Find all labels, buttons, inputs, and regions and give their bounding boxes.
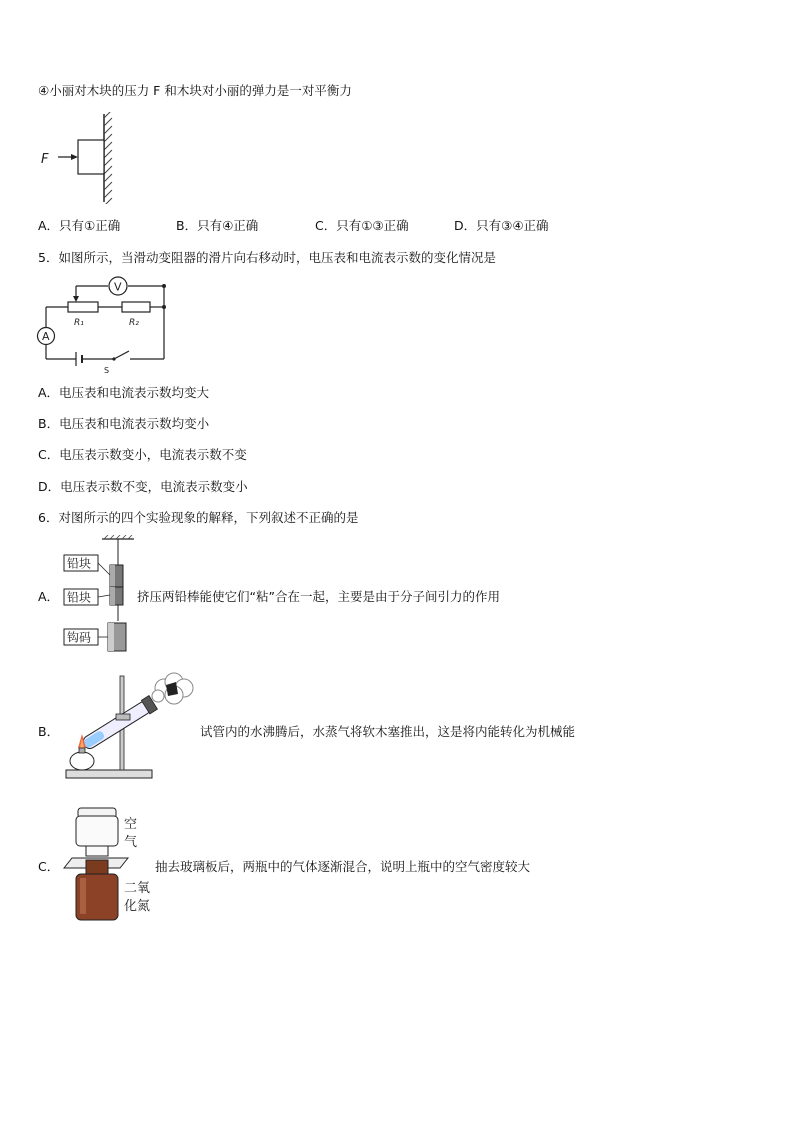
hook-weight-highlight bbox=[108, 623, 114, 651]
air-label-1: 空 bbox=[124, 817, 138, 832]
lamp-wick-holder bbox=[79, 748, 85, 753]
no2-label-2: 化氮 bbox=[124, 899, 151, 914]
q4-block-wall-figure bbox=[36, 112, 116, 204]
stand-base bbox=[66, 770, 152, 778]
q6-b-text: 试管内的水沸腾后，水蒸气将软木塞推出，这是将内能转化为机械能 bbox=[200, 724, 576, 739]
q6-c-letter: C． bbox=[38, 859, 60, 874]
lead-block-top-highlight bbox=[110, 565, 115, 587]
label-leader bbox=[98, 563, 110, 575]
upper-bottle-neck bbox=[86, 846, 108, 856]
rheostat-slider-tip bbox=[73, 296, 79, 302]
q4-statement-4: ④小丽对木块的压力 F 和木块对小丽的弹力是一对平衡力 bbox=[38, 83, 352, 98]
resistor-r1 bbox=[68, 302, 98, 312]
q6-c-gas-bottles-figure bbox=[62, 806, 158, 924]
no2-label-1: 二氧 bbox=[124, 881, 151, 896]
air-label-2: 气 bbox=[124, 835, 138, 850]
circuit-node bbox=[162, 305, 166, 309]
switch-blade bbox=[114, 351, 129, 359]
r1-label: R₁ bbox=[74, 318, 84, 328]
lead-block-label-top: 铅块 bbox=[67, 556, 92, 571]
switch-label: S bbox=[104, 366, 110, 375]
q6-b-letter: B． bbox=[38, 724, 60, 739]
q6-a-lead-blocks-figure bbox=[62, 535, 138, 653]
test-tube bbox=[80, 696, 157, 752]
force-arrow-head bbox=[71, 154, 78, 160]
lower-bottle-highlight bbox=[80, 878, 86, 914]
lead-block-label-bottom: 铅块 bbox=[67, 590, 92, 605]
q4-option-a: A．只有①正确 bbox=[38, 218, 121, 233]
q4-option-b: B．只有④正确 bbox=[176, 218, 259, 233]
circuit-node bbox=[162, 284, 166, 288]
stand-clamp bbox=[116, 714, 130, 720]
ammeter-label: A bbox=[42, 330, 50, 343]
force-label: F bbox=[41, 152, 49, 167]
q6-stem: 6．对图所示的四个实验现象的解释，下列叙述不正确的是 bbox=[38, 510, 359, 525]
q5-option-a: A．电压表和电流表示数均变大 bbox=[38, 385, 210, 400]
voltmeter-label: V bbox=[114, 280, 122, 294]
r2-label: R₂ bbox=[129, 318, 139, 328]
hook-weight-label: 钩码 bbox=[67, 630, 92, 645]
q5-option-d: D．电压表示数不变，电流表示数变小 bbox=[38, 479, 248, 494]
upper-bottle-body bbox=[76, 816, 118, 846]
lead-block-bottom-highlight bbox=[110, 587, 115, 605]
q5-option-b: B．电压表和电流表示数均变小 bbox=[38, 416, 210, 431]
q6-a-letter: A． bbox=[38, 589, 60, 604]
q5-option-c: C．电压表示数变小，电流表示数不变 bbox=[38, 447, 247, 462]
wall-hatching bbox=[104, 112, 112, 204]
q5-stem: 5．如图所示，当滑动变阻器的滑片向右移动时，电压表和电流表示数的变化情况是 bbox=[38, 250, 496, 265]
q4-option-c: C．只有①③正确 bbox=[315, 218, 409, 233]
q4-option-d: D．只有③④正确 bbox=[454, 218, 549, 233]
lower-bottle-neck bbox=[86, 860, 108, 874]
resistor-r2 bbox=[122, 302, 150, 312]
alcohol-lamp bbox=[70, 752, 94, 770]
q6-c-text: 抽去玻璃板后，两瓶中的气体逐渐混合，说明上瓶中的空气密度较大 bbox=[155, 859, 531, 874]
label-leader bbox=[98, 595, 110, 597]
q5-circuit-diagram bbox=[36, 272, 172, 376]
wooden-block bbox=[78, 140, 104, 174]
q6-b-test-tube-figure bbox=[60, 668, 200, 784]
q6-a-text: 挤压两铅棒能使它们“粘”合在一起，主要是由于分子间引力的作用 bbox=[137, 589, 500, 604]
